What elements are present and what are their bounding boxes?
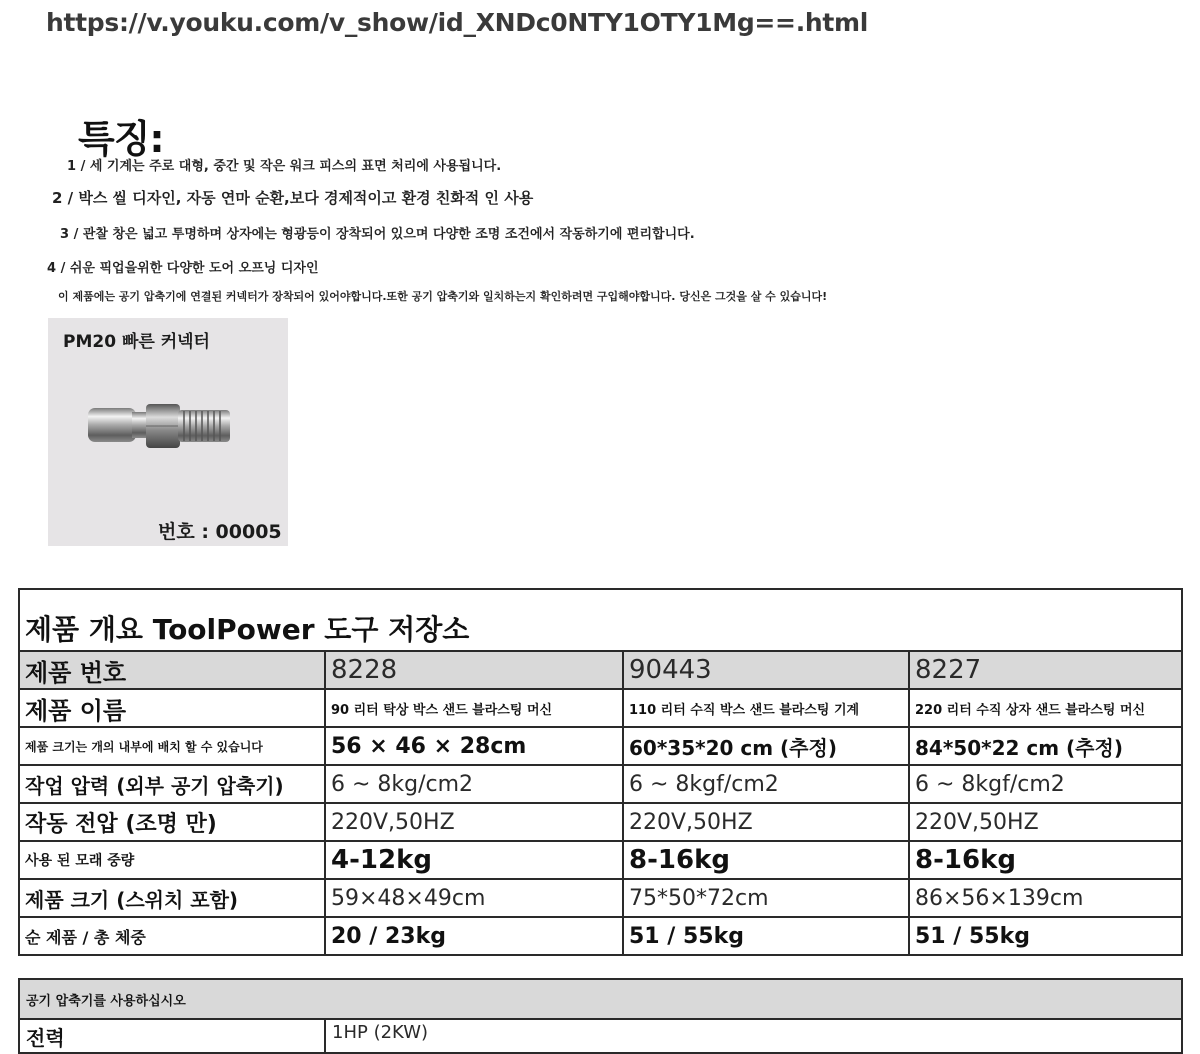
product-overview-table (18, 588, 1183, 956)
row-label: 전력 (19, 1019, 325, 1053)
connector-note: 이 제품에는 공기 압축기에 연결된 커넥터가 장착되어 있어야합니다.또한 공기 압축기와 일치하는지 확인하려면 구입해야합니다. 당신은 그것을 살 수 있습니다! (58, 290, 828, 303)
table-row (19, 689, 1182, 727)
table-row (19, 917, 1182, 955)
source-url[interactable]: https://v.youku.com/v_show/id_XNDc0NTY1OTY1Mg==.html (46, 8, 869, 37)
connector-photo (48, 318, 288, 546)
cell-value: 90443 (623, 651, 909, 689)
table-row (19, 1019, 1182, 1053)
row-label: 사용 된 모래 중량 (19, 841, 325, 879)
cell-value: 90 리터 탁상 박스 샌드 블라스팅 머신 (325, 689, 623, 727)
table-row (19, 803, 1182, 841)
cell-value: 86×56×139cm (909, 879, 1182, 917)
table-row (19, 651, 1182, 689)
cell-value: 51 / 55kg (623, 917, 909, 955)
cell-value: 6 ~ 8kg/cm2 (325, 765, 623, 803)
table-header-row (19, 589, 1182, 651)
cell-value: 220V,50HZ (623, 803, 909, 841)
cell-value: 75*50*72cm (623, 879, 909, 917)
cell-value: 220V,50HZ (909, 803, 1182, 841)
row-label: 제품 크기는 개의 내부에 배치 할 수 있습니다 (19, 727, 325, 765)
quick-connector-image (86, 386, 256, 466)
row-label: 작동 전압 (조명 만) (19, 803, 325, 841)
cell-value: 1HP (2KW) (325, 1019, 1182, 1053)
feature-item-4: 4 / 쉬운 픽업을위한 다양한 도어 오프닝 디자인 (47, 261, 319, 276)
cell-value: 6 ~ 8kgf/cm2 (623, 765, 909, 803)
cell-value: 60*35*20 cm (추정) (623, 727, 909, 765)
table-row (19, 879, 1182, 917)
cell-value: 4-12kg (325, 841, 623, 879)
cell-value: 20 / 23kg (325, 917, 623, 955)
feature-item-3: 3 / 관찰 창은 넓고 투명하며 상자에는 형광등이 장착되어 있으며 다양한 조명 조건에서 작동하기에 편리합니다. (60, 227, 695, 242)
compressor-table (18, 978, 1183, 1054)
photo-title: PM20 빠른 커넥터 (63, 332, 210, 352)
cell-value: 8227 (909, 651, 1182, 689)
table-row (19, 979, 1182, 1019)
cell-value: 8-16kg (909, 841, 1182, 879)
table-row (19, 765, 1182, 803)
compressor-table-title: 공기 압축기를 사용하십시오 (19, 979, 1182, 1019)
row-label: 작업 압력 (외부 공기 압축기) (19, 765, 325, 803)
photo-item-number: 번호 : 00005 (158, 521, 282, 543)
cell-value: 8228 (325, 651, 623, 689)
cell-value: 56 × 46 × 28cm (325, 727, 623, 765)
cell-value: 6 ~ 8kgf/cm2 (909, 765, 1182, 803)
table-title: 제품 개요 ToolPower 도구 저장소 (19, 589, 1182, 651)
cell-value: 110 리터 수직 박스 샌드 블라스팅 기계 (623, 689, 909, 727)
table-row (19, 727, 1182, 765)
feature-item-2: 2 / 박스 씰 디자인, 자동 연마 순환,보다 경제적이고 환경 친화적 인 사용 (52, 189, 534, 207)
cell-value: 8-16kg (623, 841, 909, 879)
cell-value: 84*50*22 cm (추정) (909, 727, 1182, 765)
cell-value: 51 / 55kg (909, 917, 1182, 955)
feature-item-1: 1 / 세 기계는 주로 대형, 중간 및 작은 워크 피스의 표면 처리에 사용됩니다. (67, 159, 502, 174)
features-title: 특징: (78, 117, 164, 161)
cell-value: 220 리터 수직 상자 샌드 블라스팅 머신 (909, 689, 1182, 727)
row-label: 제품 크기 (스위치 포함) (19, 879, 325, 917)
row-label: 제품 이름 (19, 689, 325, 727)
cell-value: 59×48×49cm (325, 879, 623, 917)
row-label: 제품 번호 (19, 651, 325, 689)
row-label: 순 제품 / 총 체중 (19, 917, 325, 955)
table-row (19, 841, 1182, 879)
cell-value: 220V,50HZ (325, 803, 623, 841)
